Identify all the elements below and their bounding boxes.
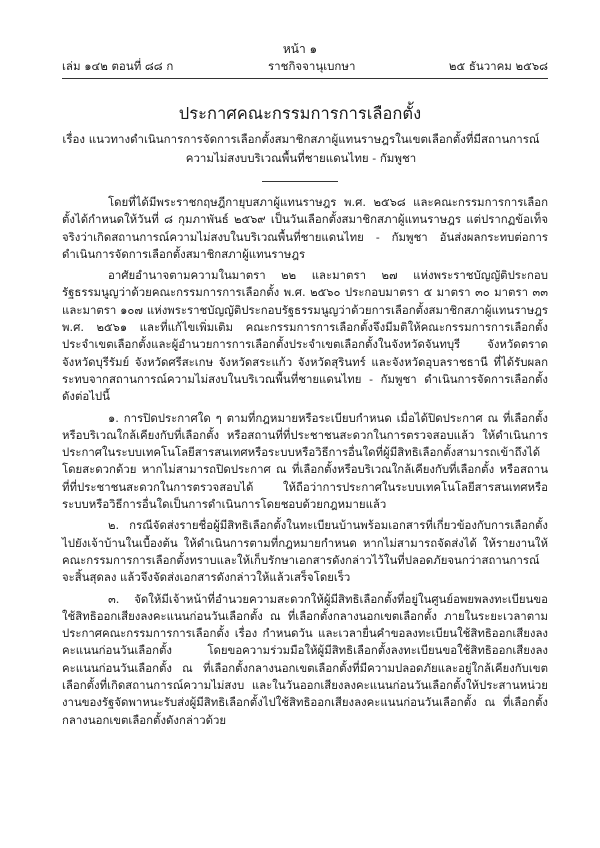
announcement-body <box>62 194 548 729</box>
page-number: หน้า ๑ <box>282 42 318 56</box>
clause-1-paragraph: ๑. การปิดประกาศใด ๆ ตามที่กฎหมายหรือระเบียบกำหนด เมื่อได้ปิดประกาศ ณ ที่เลือกตั้งหรือบริเวณใกล้เคียงกับที่เลือกตั้ง หรือสถานที่ที่ประชาชนสะดวกในการตรวจสอบแล้ว ให้ดำเนินการประกาศในระบบเทคโนโลยีสารสนเทศหรือระบบหรือวิธีการอื่นใดที่ผู้มีสิทธิเลือกตั้งสามารถเข้าถึงได้โดยสะดวกด้วย หากไม่สามารถปิดประกาศ ณ ที่เลือกตั้งหรือบริเวณใกล้เคียงกับที่เลือกตั้ง หรือสถานที่ที่ประชาชนสะดวกในการตรวจสอบได้ ให้ถือว่าการประกาศในระบบเทคโนโลยีสารสนเทศหรือระบบหรือวิธีการอื่นใดเป็นการดำเนินการโดยชอบด้วยกฎหมายแล้ว <box>62 410 548 512</box>
title-separator <box>262 181 338 182</box>
announcement-subject: เรื่อง แนวทางดำเนินการการจัดการเลือกตั้งสมาชิกสภาผู้แทนราษฎรในเขตเลือกตั้งที่มีสถานการณ์ความไม่สงบบริเวณพื้นที่ชายแดนไทย - กัมพูชา <box>62 132 540 165</box>
clause-3-paragraph: ๓. จัดให้มีเจ้าหน้าที่อำนวยความสะดวกให้ผู้มีสิทธิเลือกตั้งที่อยู่ในศูนย์อพยพลงทะเบียนขอใช้สิทธิออกเสียงลงคะแนนก่อนวันเลือกตั้ง ณ ที่เลือกตั้งกลางนอกเขตเลือกตั้ง ภายในระยะเวลาตามประกาศคณะกรรมการการเลือกตั้ง เรื่อง กำหนดวัน และเวลายื่นคำขอลงทะเบียนใช้สิทธิออกเสียงลงคะแนนก่อนวันเลือกตั้ง โดยขอความร่วมมือให้ผู้มีสิทธิเลือกตั้งลงทะเบียนขอใช้สิทธิออกเสียงลงคะแนนก่อนวันเลือกตั้ง ณ ที่เลือกตั้งกลางนอกเขตเลือกตั้งที่มีความปลอดภัยและอยู่ใกล้เคียงกับเขตเลือกตั้งที่เกิดสถานการณ์ความไม่สงบ และในวันออกเสียงลงคะแนนก่อนวันเลือกตั้งให้ประสานหน่วยงานของรัฐจัดพาหนะรับส่งผู้มีสิทธิเลือกตั้งไปใช้สิทธิออกเสียงลงคะแนนก่อนวันเลือกตั้ง ณ ที่เลือกตั้งกลางนอกเขตเลือกตั้งดังกล่าวด้วย <box>62 591 548 727</box>
clause-2-paragraph: ๒. กรณีจัดส่งรายชื่อผู้มีสิทธิเลือกตั้งในทะเบียนบ้านพร้อมเอกสารที่เกี่ยวข้องกับการเลือกตั้งไปยังเจ้าบ้านในเบื้องต้น ให้ดำเนินการตามที่กฎหมายกำหนด หากไม่สามารถจัดส่งได้ ให้รายงานให้คณะกรรมการการเลือกตั้งทราบและให้เก็บรักษาเอกสารดังกล่าวไว้ในที่ปลอดภัยจนกว่าสถานการณ์จะสิ้นสุดลง แล้วจึงจัดส่งเอกสารดังกล่าวให้แล้วเสร็จโดยเร็ว <box>62 518 548 585</box>
gazette-name: ราชกิจจานุเบกษา <box>268 59 356 73</box>
preamble-paragraph: โดยที่ได้มีพระราชกฤษฎีกายุบสภาผู้แทนราษฎร พ.ศ. ๒๕๖๘ และคณะกรรมการการเลือกตั้งได้กำหนดให้วันที่ ๘ กุมภาพันธ์ ๒๕๖๙ เป็นวันเลือกตั้งสมาชิกสภาผู้แทนราษฎร แต่ปรากฏข้อเท็จจริงว่าเกิดสถานการณ์ความไม่สงบในบริเวณพื้นที่ชายแดนไทย - กัมพูชา อันส่งผลกระทบต่อการดำเนินการจัดการเลือกตั้งสมาชิกสภาผู้แทนราษฎร <box>62 195 548 261</box>
header-rule <box>62 78 548 79</box>
volume-issue: เล่ม ๑๔๒ ตอนที่ ๘๘ ก <box>62 59 174 73</box>
publication-date: ๒๕ ธันวาคม ๒๕๖๘ <box>448 59 548 73</box>
authority-paragraph: อาศัยอำนาจตามความในมาตรา ๒๒ และมาตรา ๒๗ แห่งพระราชบัญญัติประกอบรัฐธรรมนูญว่าด้วยคณะกรรมการการเลือกตั้ง พ.ศ. ๒๕๖๐ ประกอบมาตรา ๕ มาตรา ๓๐ มาตรา ๓๓ และมาตรา ๑๐๗ แห่งพระราชบัญญัติประกอบรัฐธรรมนูญว่าด้วยการเลือกตั้งสมาชิกสภาผู้แทนราษฎร พ.ศ. ๒๕๖๑ และที่แก้ไขเพิ่มเติม คณะกรรมการการเลือกตั้งจึงมีมติให้คณะกรรมการการเลือกตั้งประจำเขตเลือกตั้งและผู้อำนวยการการเลือกตั้งประจำเขตเลือกตั้งในจังหวัดจันทบุรี จังหวัดตราด จังหวัดบุรีรัมย์ จังหวัดศรีสะเกษ จังหวัดสระแก้ว จังหวัดสุรินทร์ และจังหวัดอุบลราชธานี ที่ได้รับผลกระทบจากสถานการณ์ความไม่สงบในบริเวณพื้นที่ชายแดนไทย - กัมพูชา ดำเนินการจัดการเลือกตั้ง ดังต่อไปนี้ <box>62 268 548 404</box>
announcement-title: ประกาศคณะกรรมการการเลือกตั้ง <box>178 104 422 123</box>
